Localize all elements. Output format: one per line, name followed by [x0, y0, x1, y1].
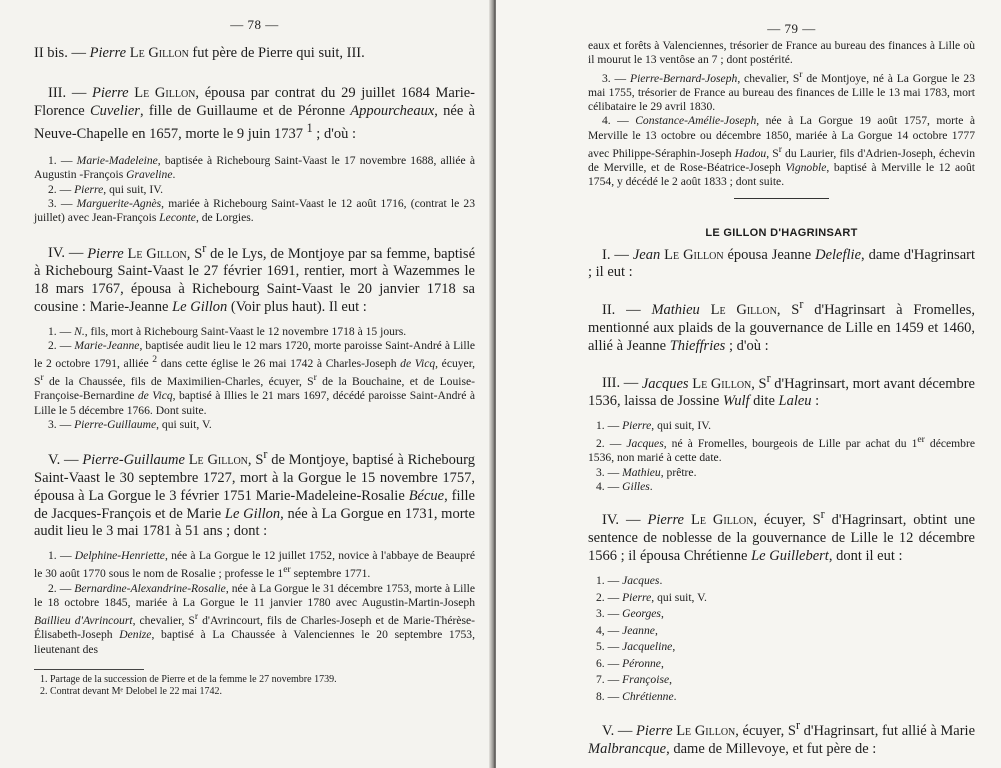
- footnote: 1. Partage de la succession de Pierre et de la femme le 27 novembre 1739.: [40, 673, 337, 685]
- list-item: 1. — Jacques.: [596, 574, 663, 588]
- child-entry: 1. — Marie-Madeleine, baptisée à Richebourg Saint-Vaast le 17 novembre 1688, alliée à Augustin -François Graveline.: [34, 154, 475, 182]
- child-entry: 4. — Constance-Amélie-Joseph, née à La Gorgue 19 août 1757, morte à Merville le 13 octobre ou décembre 1850, mariée à La Gorgue 14 octobre 1777 avec Philippe-Séraphin-Joseph Hadou, $S^r$ du Laurier, fils d'Adrien-Joseph, échevin de Merville, et de Rose-Béatrice-Joseph Vignoble, baptisé à Merville le 12 août 1754, y décédé le 2 août 1833 ; dont suite.: [588, 114, 975, 189]
- paragraph-iii: III. — Jacques Le Gillon, $S^r$ d'Hagrinsart, mort avant décembre 1536, laissa de Jossine Wulf dite Laleu :: [588, 370, 975, 410]
- list-item: 8. — Chrétienne.: [596, 689, 677, 703]
- left-page: [0, 0, 493, 768]
- paragraph-v: V. — Pierre Le Gillon, écuyer, $S^r$ d'Hagrinsart, fut allié à Marie Malbrancque, dame de Millevoye, et fut père de :: [588, 718, 976, 758]
- list-item: 4, — Jeanne,: [596, 623, 658, 637]
- paragraph-ii: II. — Mathieu Le Gillon, $S^r$ d'Hagrinsart à Fromelles, mentionné aux plaids de la gouvernance de Lille en 1459 et 1460, allié à Jeanne Thieffries ; d'où :: [588, 297, 975, 354]
- right-page: [496, 0, 1001, 768]
- child-entry: 2. — Marie-Jeanne, baptisée audit lieu le 12 mars 1720, morte paroisse Saint-André à Lille le 2 octobre 1791, alliée $^2$ dans cette église le 26 mai 1742 à Charles-Joseph de Vicq, écuyer, $S^r$ de la Chaussée, fils de Maximilien-Charles, écuyer, $S^r$ de la Bouchaine, et de Louise-Françoise-Bernardine de Vicq, baptisé à Illies le 21 mars 1697, décédé paroisse Saint-André à Lille le 5 décembre 1766. Dont suite.: [34, 338, 475, 417]
- child-entry: 1. — Delphine-Henriette, née à La Gorgue le 12 juillet 1752, novice à l'abbaye de Beaupré le 30 août 1770 sous le nom de Rosalie ; professe le 1er septembre 1771.: [34, 549, 475, 581]
- list-item: 2. — Pierre, qui suit, V.: [596, 590, 707, 604]
- child-entry: 4. — Gilles.: [596, 479, 653, 493]
- paragraph-i: I. — Jean Le Gillon épousa Jeanne Deleflie, dame d'Hagrinsart ; il eut :: [588, 246, 975, 281]
- child-entry: 2. — Pierre, qui suit, IV.: [48, 182, 163, 196]
- child-entry: 1. — Pierre, qui suit, IV.: [596, 418, 711, 432]
- child-entry: 3. — Mathieu, prêtre.: [596, 465, 697, 479]
- page-number: — 79 —: [767, 21, 816, 36]
- child-entry: 3. — Marguerite-Agnès, mariée à Richebourg Saint-Vaast le 12 août 1716, (contrat le 23 juillet) avec Jean-François Leconte, de Lorgies.: [34, 196, 475, 225]
- child-entry: 2. — Bernardine-Alexandrine-Rosalie, née à La Gorgue le 31 décembre 1753, morte à Lille le 18 octobre 1845, mariée à La Gorgue le 11 janvier 1780 avec Augustin-Martin-Joseph Baillieu d'Avrincourt, chevalier, $S^r$ d'Avrincourt, fils de Charles-Joseph et de Marie-Thérèse-Élisabeth-Joseph Denize, baptisé à La Chaussée à Valenciennes le 20 septembre 1753, lieutenant des: [34, 581, 475, 656]
- list-item: 6. — Péronne,: [596, 656, 664, 670]
- child-entry: 2. — Jacques, né à Fromelles, bourgeois de Lille par achat du 1er décembre 1536, non marié à cette date.: [588, 434, 975, 465]
- child-entry: 1. — N., fils, mort à Richebourg Saint-Vaast le 12 novembre 1718 à 15 jours.: [48, 324, 407, 338]
- child-entry: 3. — Pierre-Bernard-Joseph, chevalier, $S^r$ de Montjoye, né à La Gorgue le 23 mai 1755, trésorier de France au bureau des finances de Lille le 13 mai 1783, mort célibataire le 29 avril 1830.: [588, 68, 975, 114]
- child-entry: 3. — Pierre-Guillaume, qui suit, V.: [48, 418, 212, 432]
- paragraph-iii: III. — Pierre Le Gillon, épousa par contrat du 29 juillet 1684 Marie-Florence Cuvelier, fille de Guillaume et de Péronne Appourcheaux, née à Neuve-Chapelle en 1657, morte le 9 juin 1737 $^1$ ; d'où :: [34, 84, 475, 143]
- list-item: 3. — Georges,: [596, 607, 664, 621]
- paragraph-ii-bis: II bis. — Pierre Le Gillon fut père de Pierre qui suit, III.: [34, 45, 365, 61]
- paragraph-iv: IV. — Pierre Le Gillon, écuyer, $S^r$ d'Hagrinsart, obtint une sentence de noblesse de la gouvernance de Lille le 12 décembre 1566 ; il épousa Chrétienne Le Guillebert, dont il eut :: [588, 507, 976, 564]
- list-item: 7. — Françoise,: [596, 673, 673, 687]
- page-number: — 78 —: [230, 17, 279, 32]
- children-list: [588, 573, 975, 705]
- section-divider: [734, 198, 829, 199]
- list-item: 5. — Jacqueline,: [596, 640, 676, 654]
- section-heading: LE GILLON D'HAGRINSART: [705, 226, 858, 239]
- footnote: 2. Contrat devant Mᵉ Delobel le 22 mai 1742.: [40, 686, 222, 698]
- continued-entry: eaux et forêts à Valenciennes, trésorier de France au bureau des finances à Lille où il mourut le 13 ventôse an 7 ; dont postérité.: [588, 39, 975, 67]
- paragraph-iv: IV. — Pierre Le Gillon, $S^r$ de le Lys, de Montjoye par sa femme, baptisé à Richebourg Saint-Vaast le 27 février 1691, rentier, mort à Wazemmes le 18 mars 1767, épousa à Richebourg Saint-Vaast le 20 janvier 1718 sa cousine : Marie-Jeanne Le Gillon (Voir plus haut). Il eut :: [34, 240, 476, 315]
- footnote-divider: [34, 669, 144, 670]
- paragraph-v: V. — Pierre-Guillaume Le Gillon, $S^r$ de Montjoye, baptisé à Richebourg Saint-Vaast le 30 septembre 1727, mort à la Gorgue le 15 novembre 1757, épousa à La Gorgue le 3 février 1751 Marie-Madeleine-Rosalie Bécue, fille de Jacques-François et de Marie Le Gillon, née à La Gorgue en 1731, morte audit lieu le 3 mai 1781 à 51 ans ; dont :: [34, 447, 475, 540]
